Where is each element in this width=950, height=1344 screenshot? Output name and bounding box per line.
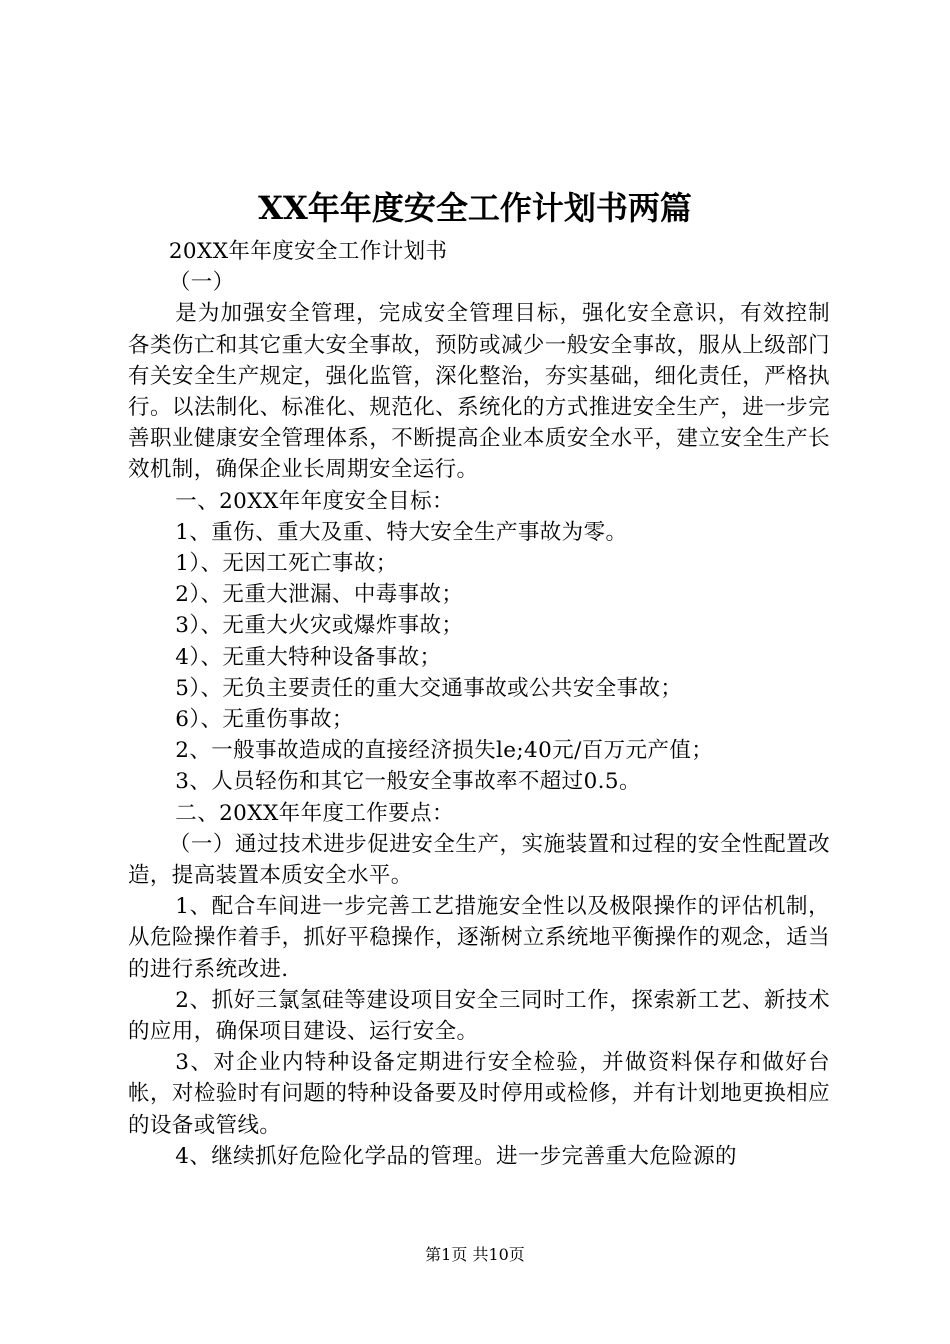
goal-item: 3、人员轻伤和其它一般安全事故率不超过0.5。 xyxy=(175,769,641,795)
goal-subitem: 3）、无重大火灾或爆炸事故； xyxy=(175,613,464,639)
section-marker: （一） xyxy=(168,270,235,296)
goal-subitem: 4）、无重大特种设备事故； xyxy=(175,644,442,670)
goal-item: 2、一般事故造成的直接经济损失le;40元/百万元产值； xyxy=(175,738,714,764)
key-point-item: 3、对企业内特种设备定期进行安全检验，并做资料保存和做好台帐，对检验时有问题的特种设备要及时停用或检修，并有计划地更换相应的设备或管线。 xyxy=(128,1050,830,1138)
section-heading-goals: 一、20XX年年度安全目标： xyxy=(175,488,454,514)
subtitle: 20XX年年度安全工作计划书 xyxy=(168,239,448,264)
key-point-item: 4、继续抓好危险化学品的管理。进一步完善重大危险源的 xyxy=(175,1143,737,1169)
document-title: XX年年度安全工作计划书两篇 xyxy=(258,189,692,227)
key-point-item: 1、配合车间进一步完善工艺措施安全性以及极限操作的评估机制，从危险操作着手，抓好平稳操作，逐渐树立系统地平衡操作的观念，适当的进行系统改进. xyxy=(128,894,830,982)
goal-subitem: 1）、无因工死亡事故； xyxy=(175,551,398,577)
key-point-heading: （一）通过技术进步促进安全生产，实施装置和过程的安全性配置改造，提高装置本质安全水平。 xyxy=(128,831,830,889)
key-point-item: 2、抓好三氯氢硅等建设项目安全三同时工作，探索新工艺、新技术的应用，确保项目建设、运行安全。 xyxy=(128,987,830,1045)
section-heading-key-points: 二、20XX年年度工作要点： xyxy=(175,800,454,826)
document-body xyxy=(128,236,830,1172)
page-footer: 第1页 共10页 xyxy=(425,1245,525,1264)
goal-subitem: 2）、无重大泄漏、中毒事故； xyxy=(175,582,464,608)
intro-paragraph: 是为加强安全管理，完成安全管理目标，强化安全意识，有效控制各类伤亡和其它重大安全事故，预防或减少一般安全事故，服从上级部门有关安全生产规定，强化监管，深化整治，夯实基础，细化责任，严格执行。以法制化、标准化、规范化、系统化的方式推进安全生产，进一步完善职业健康安全管理体系，不断提高企业本质安全水平，建立安全生产长效机制，确保企业长周期安全运行。 xyxy=(128,301,830,483)
goal-subitem: 6）、无重伤事故； xyxy=(175,707,354,733)
goal-subitem: 5）、无负主要责任的重大交通事故或公共安全事故； xyxy=(175,675,683,701)
goal-item: 1、重伤、重大及重、特大安全生产事故为零。 xyxy=(175,519,628,545)
